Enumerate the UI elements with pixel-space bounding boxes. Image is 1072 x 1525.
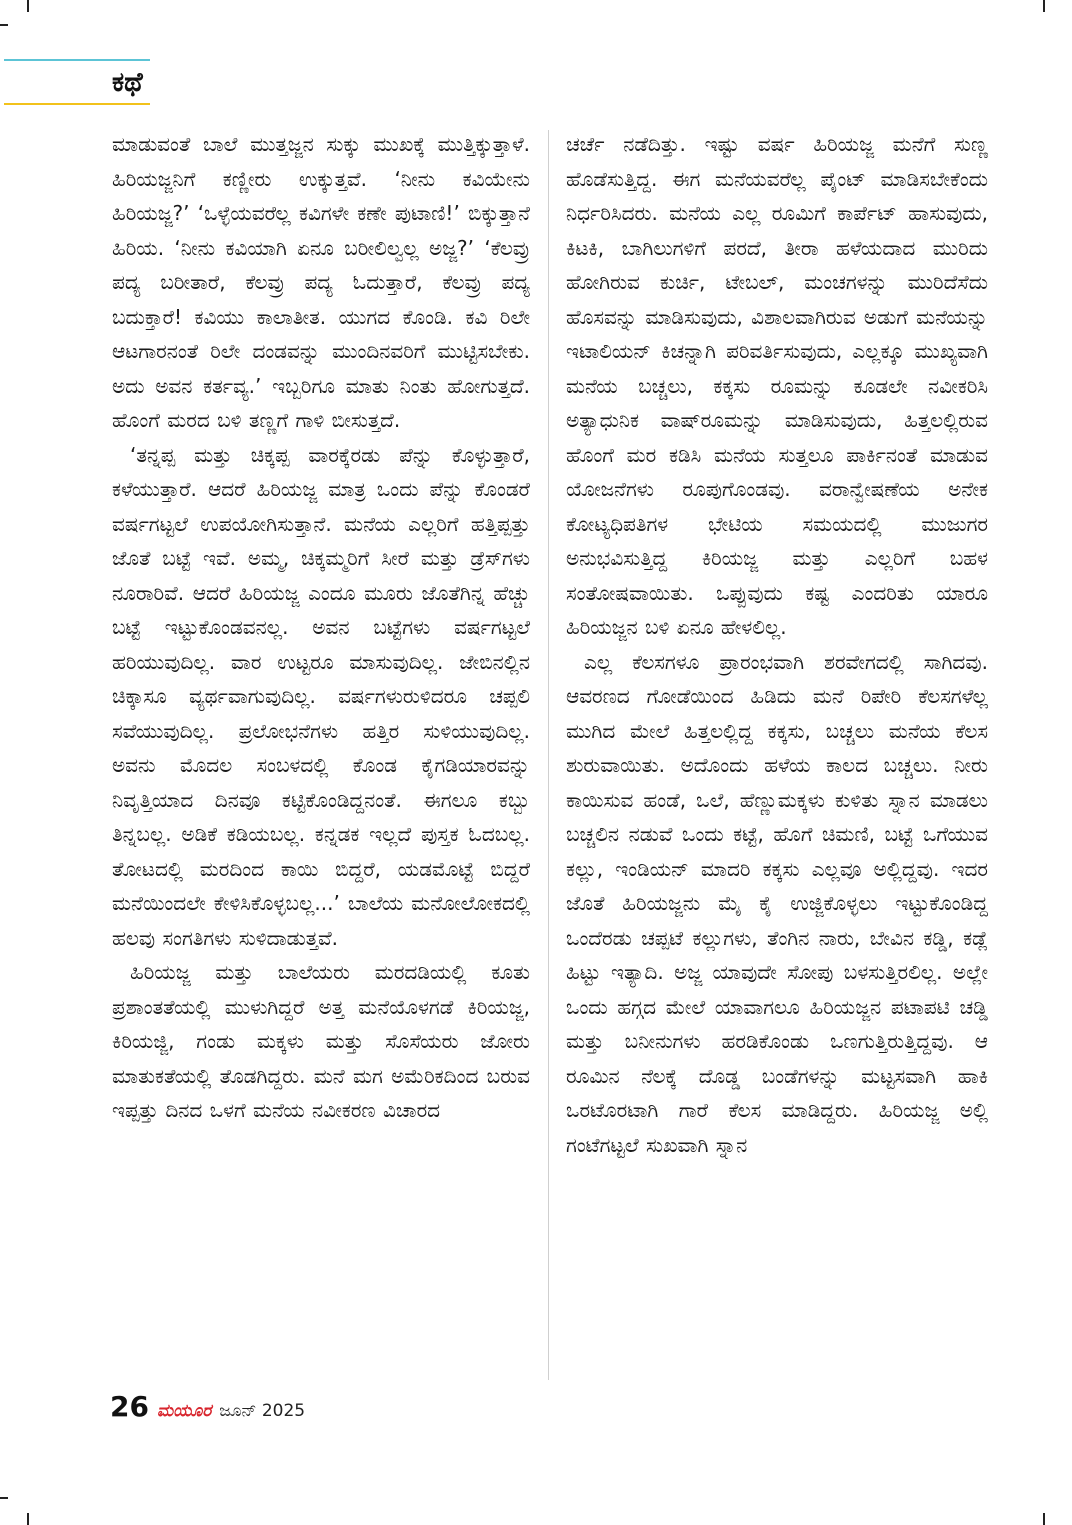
column-divider — [548, 130, 549, 1380]
article-column-right — [566, 127, 988, 1162]
page-footer — [110, 1390, 305, 1430]
crop-mark-bottom-left — [27, 1513, 29, 1525]
paragraph: ಮಾಡುವಂತೆ ಬಾಲೆ ಮುತ್ತಜ್ಜನ ಸುಕ್ಕು ಮುಖಕ್ಕೆ ಮುತ್ತಿಕ್ಕುತ್ತಾಳೆ. ಹಿರಿಯಜ್ಜನಿಗೆ ಕಣ್ಣೀರು ಉಕ್ಕುತ್ತವೆ. ‘ನೀನು ಕವಿಯೇನು ಹಿರಿಯಜ್ಜ?’ ‘ಒಳ್ಳೆಯವರೆಲ್ಲ ಕವಿಗಳೇ ಕಣೇ ಪುಟಾಣಿ!’ ಬಿಕ್ಕುತ್ತಾನೆ ಹಿರಿಯ. ‘ನೀನು ಕವಿಯಾಗಿ ಏನೂ ಬರೀಲಿಲ್ವಲ್ಲ ಅಜ್ಜ?’ ‘ಕೆಲವ್ರು ಪದ್ಯ ಬರೀತಾರೆ, ಕೆಲವ್ರು ಪದ್ಯ ಓದುತ್ತಾರೆ, ಕೆಲವ್ರು ಪದ್ಯ ಬದುಕ್ತಾರೆ! ಕವಿಯು ಕಾಲಾತೀತ. ಯುಗದ ಕೊಂಡಿ. ಕವಿ ರಿಲೇ ಆಟಗಾರನಂತೆ ರಿಲೇ ದಂಡವನ್ನು ಮುಂದಿನವರಿಗೆ ಮುಟ್ಟಿಸಬೇಕು. ಅದು ಅವನ ಕರ್ತವ್ಯ.’ ಇಬ್ಬರಿಗೂ ಮಾತು ನಿಂತು ಹೋಗುತ್ತದೆ. ಹೊಂಗೆ ಮರದ ಬಳಿ ತಣ್ಣಗೆ ಗಾಳಿ ಬೀಸುತ್ತದೆ. — [112, 132, 530, 432]
section-rule-top — [4, 59, 150, 61]
paragraph: ಹಿರಿಯಜ್ಜ ಮತ್ತು ಬಾಲೆಯರು ಮರದಡಿಯಲ್ಲಿ ಕೂತು ಪ್ರಶಾಂತತೆಯಲ್ಲಿ ಮುಳುಗಿದ್ದರೆ ಅತ್ತ ಮನೆಯೊಳಗಡೆ ಕಿರಿಯಜ್ಜ, ಕಿರಿಯಜ್ಜಿ, ಗಂಡು ಮಕ್ಕಳು ಮತ್ತು ಸೊಸೆಯರು ಜೋರು ಮಾತುಕತೆಯಲ್ಲಿ ತೊಡಗಿದ್ದರು. ಮನೆ ಮಗ ಅಮೆರಿಕದಿಂದ ಬರುವ ಇಪ್ಪತ್ತು ದಿನದ ಒಳಗೆ ಮನೆಯ ನವೀಕರಣ ವಿಚಾರದ — [112, 960, 530, 1122]
section-rule-bottom — [4, 103, 150, 105]
crop-mark-left-lower — [0, 1497, 8, 1499]
issue-date: ಜೂನ್ 2025 — [219, 1401, 306, 1421]
article-column-left — [112, 127, 530, 1128]
magazine-logo: ಮಯೂರ — [156, 1401, 212, 1421]
paragraph: ಚರ್ಚೆ ನಡೆದಿತ್ತು. ಇಷ್ಟು ವರ್ಷ ಹಿರಿಯಜ್ಜ ಮನೆಗೆ ಸುಣ್ಣ ಹೊಡೆಸುತ್ತಿದ್ದ. ಈಗ ಮನೆಯವರೆಲ್ಲ ಪೈಂಟ್ ಮಾಡಿಸಬೇಕೆಂದು ನಿರ್ಧರಿಸಿದರು. ಮನೆಯ ಎಲ್ಲ ರೂಮಿಗೆ ಕಾರ್ಪೆಟ್ ಹಾಸುವುದು, ಕಿಟಕಿ, ಬಾಗಿಲುಗಳಿಗೆ ಪರದೆ, ತೀರಾ ಹಳೆಯದಾದ ಮುರಿದು ಹೋಗಿರುವ ಕುರ್ಚಿ, ಟೇಬಲ್, ಮಂಚಗಳನ್ನು ಮುರಿದೆಸೆದು ಹೊಸವನ್ನು ಮಾಡಿಸುವುದು, ವಿಶಾಲವಾಗಿರುವ ಅಡುಗೆ ಮನೆಯನ್ನು ಇಟಾಲಿಯನ್ ಕಿಚನ್ನಾಗಿ ಪರಿವರ್ತಿಸುವುದು, ಎಲ್ಲಕ್ಕೂ ಮುಖ್ಯವಾಗಿ ಮನೆಯ ಬಚ್ಚಲು, ಕಕ್ಕಸು ರೂಮನ್ನು ಕೂಡಲೇ ನವೀಕರಿಸಿ ಅತ್ಯಾಧುನಿಕ ವಾಷ್‌ರೂಮನ್ನು ಮಾಡಿಸುವುದು, ಹಿತ್ತಲಲ್ಲಿರುವ ಹೊಂಗೆ ಮರ ಕಡಿಸಿ ಮನೆಯ ಸುತ್ತಲೂ ಪಾರ್ಕಿನಂತೆ ಮಾಡುವ ಯೋಜನೆಗಳು ರೂಪುಗೊಂಡವು. ವರಾನ್ವೇಷಣೆಯ ಅನೇಕ ಕೋಟ್ಯಧಿಪತಿಗಳ ಭೇಟಿಯ ಸಮಯದಲ್ಲಿ ಮುಜುಗರ ಅನುಭವಿಸುತ್ತಿದ್ದ ಕಿರಿಯಜ್ಜ ಮತ್ತು ಎಲ್ಲರಿಗೆ ಬಹಳ ಸಂತೋಷವಾಯಿತು. ಒಪ್ಪುವುದು ಕಷ್ಟ ಎಂದರಿತು ಯಾರೂ ಹಿರಿಯಜ್ಜನ ಬಳಿ ಏನೂ ಹೇಳಲಿಲ್ಲ. — [566, 132, 988, 639]
crop-mark-bottom-right — [1043, 1513, 1045, 1525]
page-number: 26 — [110, 1390, 149, 1423]
paragraph: ‘ತನ್ನಪ್ಪ ಮತ್ತು ಚಿಕ್ಕಪ್ಪ ವಾರಕ್ಕೆರಡು ಪೆನ್ನು ಕೊಳ್ಳುತ್ತಾರೆ, ಕಳೆಯುತ್ತಾರೆ. ಆದರೆ ಹಿರಿಯಜ್ಜ ಮಾತ್ರ ಒಂದು ಪೆನ್ನು ಕೊಂಡರೆ ವರ್ಷಗಟ್ಟಲೆ ಉಪಯೋಗಿಸುತ್ತಾನೆ. ಮನೆಯ ಎಲ್ಲರಿಗೆ ಹತ್ತಿಪ್ಪತ್ತು ಜೊತೆ ಬಟ್ಟೆ ಇವೆ. ಅಮ್ಮ, ಚಿಕ್ಕಮ್ಮರಿಗೆ ಸೀರೆ ಮತ್ತು ಡ್ರೆಸ್‌ಗಳು ನೂರಾರಿವೆ. ಆದರೆ ಹಿರಿಯಜ್ಜ ಎಂದೂ ಮೂರು ಜೊತೆಗಿನ್ನ ಹೆಚ್ಚು ಬಟ್ಟೆ ಇಟ್ಟುಕೊಂಡವನಲ್ಲ. ಅವನ ಬಟ್ಟೆಗಳು ವರ್ಷಗಟ್ಟಲೆ ಹರಿಯುವುದಿಲ್ಲ. ವಾರ ಉಟ್ಟರೂ ಮಾಸುವುದಿಲ್ಲ. ಜೇಬಿನಲ್ಲಿನ ಚಿಕ್ಕಾಸೂ ವ್ಯರ್ಥವಾಗುವುದಿಲ್ಲ. ವರ್ಷಗಳುರುಳಿದರೂ ಚಪ್ಪಲಿ ಸವೆಯುವುದಿಲ್ಲ. ಪ್ರಲೋಭನೆಗಳು ಹತ್ತಿರ ಸುಳಿಯುವುದಿಲ್ಲ. ಅವನು ಮೊದಲ ಸಂಬಳದಲ್ಲಿ ಕೊಂಡ ಕೈಗಡಿಯಾರವನ್ನು ನಿವೃತ್ತಿಯಾದ ದಿನವೂ ಕಟ್ಟಿಕೊಂಡಿದ್ದನಂತೆ. ಈಗಲೂ ಕಬ್ಬು ತಿನ್ನಬಲ್ಲ. ಅಡಿಕೆ ಕಡಿಯಬಲ್ಲ. ಕನ್ನಡಕ ಇಲ್ಲದೆ ಪುಸ್ತಕ ಓದಬಲ್ಲ. ತೋಟದಲ್ಲಿ ಮರದಿಂದ ಕಾಯಿ ಬಿದ್ದರೆ, ಯಡಮೊಟ್ಟೆ ಬಿದ್ದರೆ ಮನೆಯಿಂದಲೇ ಕೇಳಿಸಿಕೊಳ್ಳಬಲ್ಲ...’ ಬಾಲೆಯ ಮನೋಲೋಕದಲ್ಲಿ ಹಲವು ಸಂಗತಿಗಳು ಸುಳಿದಾಡುತ್ತವೆ. — [112, 442, 530, 950]
crop-mark-top-left — [27, 0, 29, 12]
paragraph: ಎಲ್ಲ ಕೆಲಸಗಳೂ ಪ್ರಾರಂಭವಾಗಿ ಶರವೇಗದಲ್ಲಿ ಸಾಗಿದವು. ಆವರಣದ ಗೋಡೆಯಿಂದ ಹಿಡಿದು ಮನೆ ರಿಪೇರಿ ಕೆಲಸಗಳೆಲ್ಲ ಮುಗಿದ ಮೇಲೆ ಹಿತ್ತಲಲ್ಲಿದ್ದ ಕಕ್ಕಸು, ಬಚ್ಚಲು ಮನೆಯ ಕೆಲಸ ಶುರುವಾಯಿತು. ಅದೊಂದು ಹಳೆಯ ಕಾಲದ ಬಚ್ಚಲು. ನೀರು ಕಾಯಿಸುವ ಹಂಡೆ, ಒಲೆ, ಹೆಣ್ಣುಮಕ್ಕಳು ಕುಳಿತು ಸ್ನಾನ ಮಾಡಲು ಬಚ್ಚಲಿನ ನಡುವೆ ಒಂದು ಕಟ್ಟೆ, ಹೊಗೆ ಚಿಮಣಿ, ಬಟ್ಟೆ ಒಗೆಯುವ ಕಲ್ಲು, ಇಂಡಿಯನ್ ಮಾದರಿ ಕಕ್ಕಸು ಎಲ್ಲವೂ ಅಲ್ಲಿದ್ದವು. ಇದರ ಜೊತೆ ಹಿರಿಯಜ್ಜನು ಮೈ ಕೈ ಉಜ್ಜಿಕೊಳ್ಳಲು ಇಟ್ಟುಕೊಂಡಿದ್ದ ಒಂದೆರಡು ಚಪ್ಪಟೆ ಕಲ್ಲುಗಳು, ತೆಂಗಿನ ನಾರು, ಬೇವಿನ ಕಡ್ಡಿ, ಕಡ್ಲೆ ಹಿಟ್ಟು ಇತ್ಯಾದಿ. ಅಜ್ಜ ಯಾವುದೇ ಸೋಪು ಬಳಸುತ್ತಿರಲಿಲ್ಲ. ಅಲ್ಲೇ ಒಂದು ಹಗ್ಗದ ಮೇಲೆ ಯಾವಾಗಲೂ ಹಿರಿಯಜ್ಜನ ಪಟಾಪಟಿ ಚಡ್ಡಿ ಮತ್ತು ಬನೀನುಗಳು ಹರಡಿಕೊಂಡು ಒಣಗುತ್ತಿರುತ್ತಿದ್ದವು. ಆ ರೂಮಿನ ನೆಲಕ್ಕೆ ದೊಡ್ಡ ಬಂಡೆಗಳನ್ನು ಮಟ್ಟಸವಾಗಿ ಹಾಕಿ ಒರಟೊರಟಾಗಿ ಗಾರೆ ಕೆಲಸ ಮಾಡಿದ್ದರು. ಹಿರಿಯಜ್ಜ ಅಲ್ಲಿ ಗಂಟೆಗಟ್ಟಲೆ ಸುಖವಾಗಿ ಸ್ನಾನ — [566, 649, 988, 1157]
crop-mark-left-upper — [0, 24, 8, 26]
section-title: ಕಥೆ — [112, 67, 143, 98]
crop-mark-top-right — [1043, 0, 1045, 12]
